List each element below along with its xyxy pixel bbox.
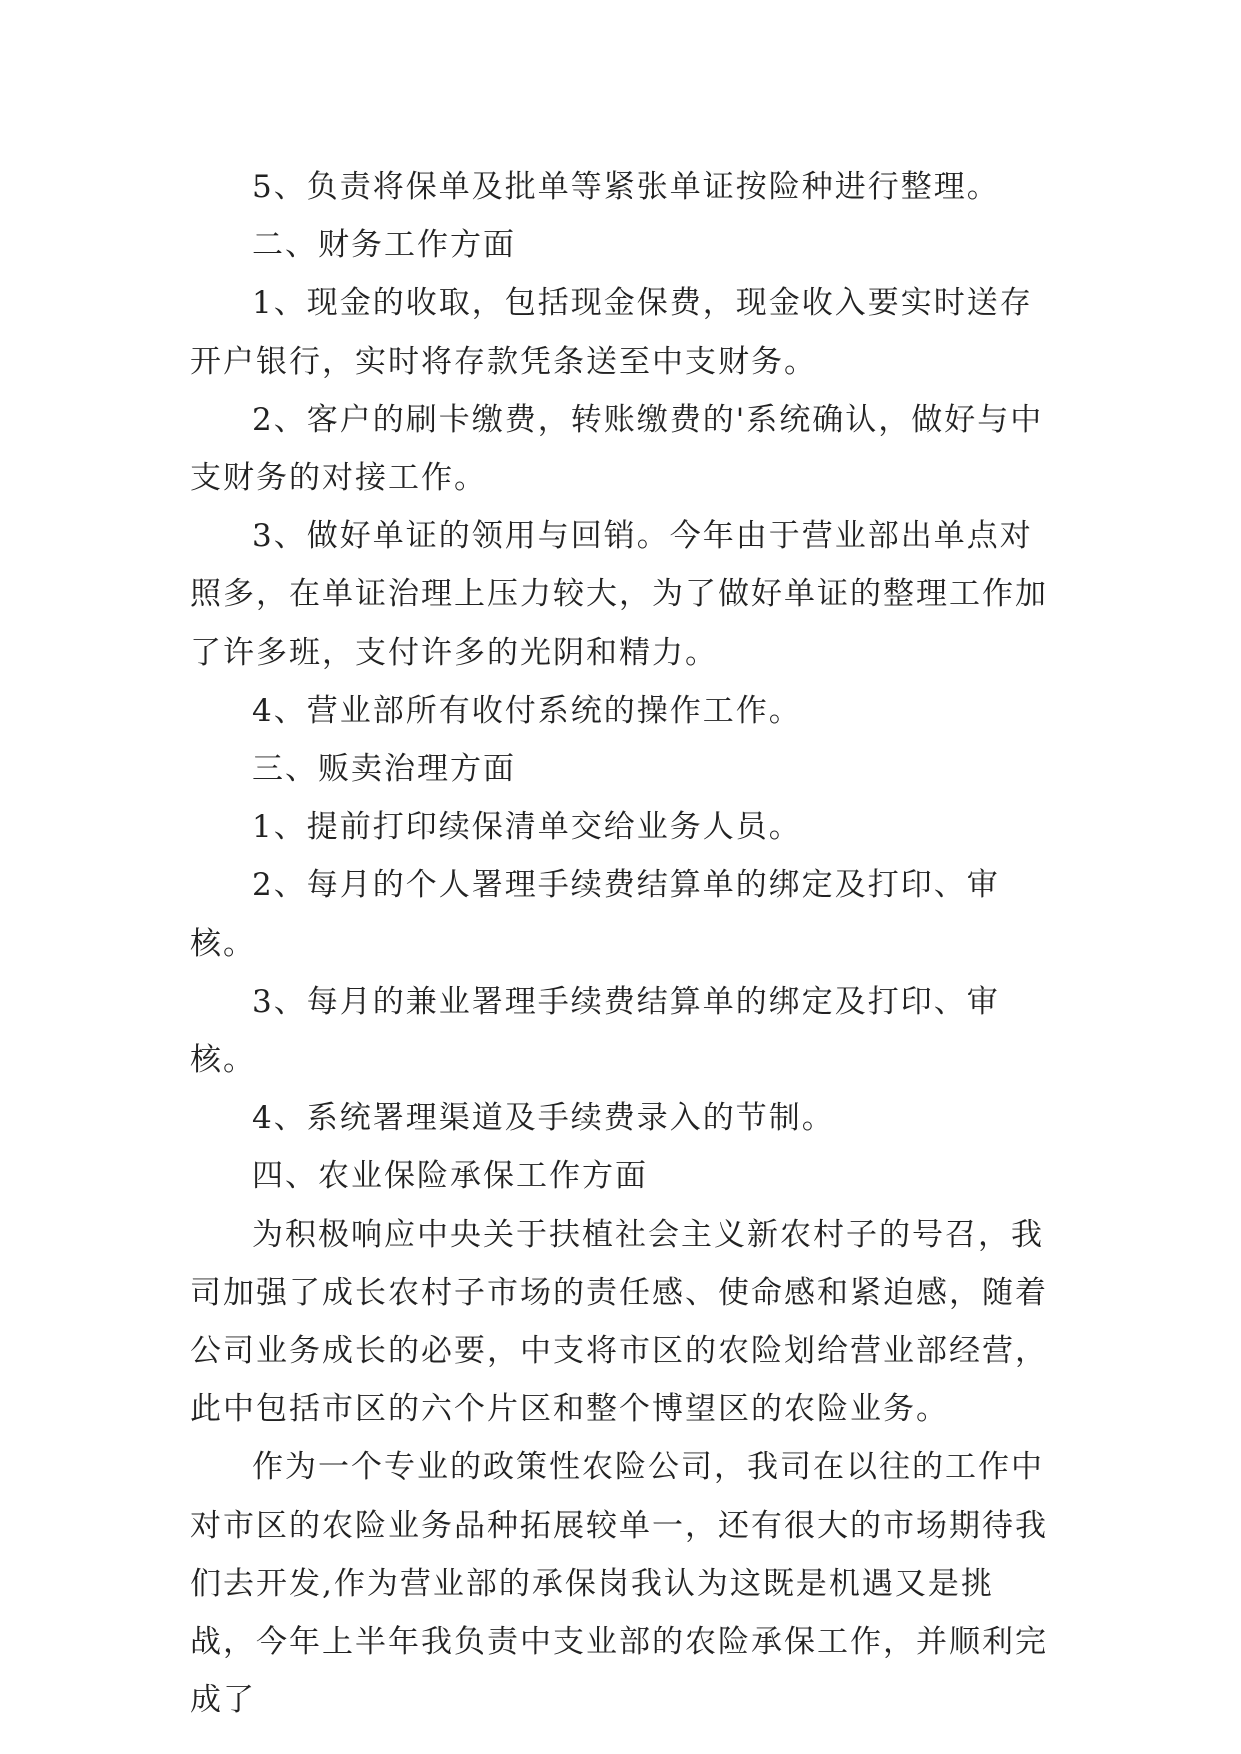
paragraph-document-management: 3、做好单证的领用与回销。今年由于营业部出单点对照多，在单证治理上压力较大，为了做好单证的整理工作加了许多班，支付许多的光阴和精力。 [190, 518, 1048, 671]
paragraph-rural-policy: 为积极响应中央关于扶植社会主义新农村子的号召，我司加强了成长农村子市场的责任感、使命感和紧迫感，随着公司业务成长的必要，中支将市区的农险划给营业部经营，此中包括市区的六个片区和整个博望区的农险业务。 [190, 1216, 1048, 1428]
document-body [190, 158, 1050, 1729]
paragraph-renewal-list: 1、提前打印续保清单交给业务人员。 [252, 809, 802, 846]
paragraph-personal-agent-fee: 2、每月的个人署理手续费结算单的绑定及打印、审核。 [190, 867, 1000, 962]
section-heading-agriculture: 四、农业保险承保工作方面 [252, 1158, 648, 1195]
paragraph-channel-entry: 4、系统署理渠道及手续费录入的节制。 [252, 1100, 835, 1137]
paragraph-item-5-duties: 5、负责将保单及批单等紧张单证按险种进行整理。 [252, 169, 1000, 205]
section-heading-sales: 三、贩卖治理方面 [252, 751, 516, 788]
section-heading-finance: 二、财务工作方面 [252, 227, 516, 264]
paragraph-opportunity: 作为一个专业的政策性农险公司，我司在以往的工作中对市区的农险业务品种拓展较单一，还有很大的市场期待我们去开发,作为营业部的承保岗我认为这既是机遇又是挑战，今年上半年我负责中支业部的农险承保工作，并顺利完成了 [190, 1449, 1048, 1719]
paragraph-payment-system: 4、营业部所有收付系统的操作工作。 [252, 692, 802, 729]
paragraph-cash-collection: 1、现金的收取，包括现金保费，现金收入要实时送存开户银行，实时将存款凭条送至中支财务。 [190, 285, 1033, 380]
paragraph-parttime-agent-fee: 3、每月的兼业署理手续费结算单的绑定及打印、审核。 [190, 983, 1000, 1079]
paragraph-card-payment: 2、客户的刷卡缴费，转账缴费的'系统确认，做好与中支财务的对接工作。 [190, 401, 1044, 497]
